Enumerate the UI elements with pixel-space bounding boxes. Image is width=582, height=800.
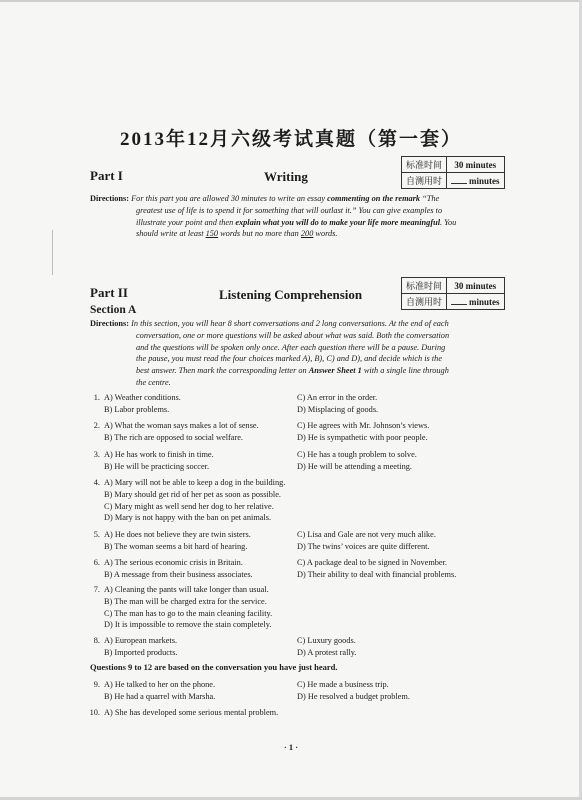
question-8: 8. A) European markets. C) Luxury goods. B) Imported products. D) A protest rally.: [93, 636, 357, 657]
option-a: A) Weather conditions.: [104, 393, 181, 402]
question-3: 3. A) He has work to finish in time. C) He has a tough problem to solve. B) He will be practicing soccer. D) He will be attending a meeting.: [93, 450, 417, 471]
option-d: D) He is sympathetic with poor people.: [297, 432, 428, 442]
option-d: D) Their ability to deal with financial problems.: [297, 569, 457, 579]
option-b: B) Mary should get rid of her pet as soon as possible.: [104, 489, 281, 499]
option-d: D) The twins’ voices are quite different.: [297, 541, 430, 551]
option-b: B) A message from their business associates.: [104, 569, 253, 579]
standard-time-value: 30 minutes: [447, 278, 505, 294]
option-c: C) He has a tough problem to solve.: [297, 450, 417, 459]
option-d: D) He will be attending a meeting.: [297, 461, 412, 471]
part1-name: Writing: [264, 169, 308, 184]
margin-mark: [52, 230, 53, 275]
question-2: 2. A) What the woman says makes a lot of sense. C) He agrees with Mr. Johnson’s views. B) The rich are opposed to social welfare. D) He is sympathetic with poor people.: [93, 421, 430, 442]
part1-directions: Directions: For this part you are allowed 30 minutes to write an essay commenting on the remark “The greatest use of life is to spend it for something that will outlast it.” You can give examples to illustrate your point and then explain what you will do to make your life more meaningful. You should write at least 150 words but no more than 200 words.: [90, 194, 457, 239]
option-b: B) The man will be charged extra for the service.: [104, 596, 267, 606]
part2-directions: Directions: In this section, you will hear 8 short conversations and 2 long conversations. At the end of each conversation, one or more questions will be asked about what was said. Both the conversation and the questions will be spoken only once. After each question there will be a pause. During the pause, you must read the four choices marked A), B), C) and D), and decide which is the best answer. Then mark the corresponding letter on Answer Sheet 1 with a single line through the centre.: [90, 319, 450, 387]
question-6: 6. A) The serious economic crisis in Britain. C) A package deal to be signed in November. B) A message from their business associates. D) Their ability to deal with financial problems.: [93, 558, 457, 579]
option-b: B) He will be practicing soccer.: [104, 461, 210, 471]
option-a: A) The serious economic crisis in Britain.: [104, 558, 243, 567]
option-a: A) European markets.: [104, 636, 178, 645]
self-time-field: minutes: [447, 294, 505, 310]
option-c: C) The man has to go to the main cleaning facility.: [104, 608, 273, 618]
question-7: 7. A) Cleaning the pants will take longer than usual. B) The man will be charged extra for the service. C) The man has to go to the main cleaning facility. D) It is impossible to remove the stain completely.: [93, 585, 273, 630]
section-a-heading: Section A: [90, 304, 137, 316]
page-number: · 1 ·: [283, 742, 299, 752]
option-d: D) Mary is not happy with the ban on pet animals.: [104, 513, 272, 523]
standard-time-label: 标准时间: [402, 157, 447, 173]
self-time-field: minutes: [447, 173, 505, 189]
scan-edge-top: [0, 0, 582, 2]
option-b: B) He had a quarrel with Marsha.: [104, 691, 216, 701]
question-5: 5. A) He does not believe they are twin sisters. C) Lisa and Gale are not very much alike. B) The woman seems a bit hard of hearing. D) The twins’ voices are quite different.: [93, 530, 436, 551]
option-c: C) He made a business trip.: [297, 680, 389, 689]
option-a: A) He does not believe they are twin sisters.: [104, 530, 251, 539]
option-d: D) It is impossible to remove the stain completely.: [104, 620, 272, 630]
part1-label: Part I: [90, 168, 123, 183]
question-1: 1. A) Weather conditions. C) An error in the order. B) Labor problems. D) Misplacing of goods.: [93, 393, 379, 414]
option-c: C) Mary might as well send her dog to her relative.: [104, 501, 274, 511]
option-c: C) He agrees with Mr. Johnson’s views.: [297, 421, 430, 430]
option-b: B) Labor problems.: [104, 404, 170, 414]
part2-time-box: [401, 277, 505, 310]
standard-time-label: 标准时间: [402, 278, 447, 294]
conversation-heading: Questions 9 to 12 are based on the conversation you have just heard.: [90, 662, 338, 672]
option-c: C) Luxury goods.: [297, 636, 356, 645]
page-title: 2013年12月六级考试真题（第一套）: [119, 129, 462, 150]
question-4: 4. A) Mary will not be able to keep a dog in the building. B) Mary should get rid of her pet as soon as possible. C) Mary might as well send her dog to her relative. D) Mary is not happy with the ban on pet animals.: [93, 478, 286, 523]
option-a: A) He has work to finish in time.: [104, 450, 214, 459]
question-9: 9. A) He talked to her on the phone. C) He made a business trip. B) He had a quarrel with Marsha. D) He resolved a budget problem.: [93, 680, 410, 701]
self-time-label: 自测用时: [402, 294, 447, 310]
option-b: B) The rich are opposed to social welfare.: [104, 432, 243, 442]
option-c: C) An error in the order.: [297, 393, 378, 402]
option-d: D) He resolved a budget problem.: [297, 691, 410, 701]
option-c: C) A package deal to be signed in November.: [297, 558, 447, 567]
option-d: D) Misplacing of goods.: [297, 404, 379, 414]
option-a: A) She has developed some serious mental problem.: [104, 708, 279, 717]
option-a: A) He talked to her on the phone.: [104, 680, 216, 689]
option-a: A) What the woman says makes a lot of sense.: [104, 421, 259, 430]
option-b: B) Imported products.: [104, 647, 178, 657]
option-d: D) A protest rally.: [297, 647, 357, 657]
option-b: B) The woman seems a bit hard of hearing.: [104, 541, 248, 551]
part1-time-box: [401, 156, 505, 189]
option-c: C) Lisa and Gale are not very much alike.: [297, 530, 436, 539]
part2-name: Listening Comprehension: [219, 287, 363, 302]
option-a: A) Mary will not be able to keep a dog in the building.: [104, 478, 286, 487]
standard-time-value: 30 minutes: [447, 157, 505, 173]
part2-label: Part II: [90, 285, 128, 300]
self-time-label: 自测用时: [402, 173, 447, 189]
question-10: 10. A) She has developed some serious mental problem.: [89, 708, 279, 717]
option-a: A) Cleaning the pants will take longer than usual.: [104, 585, 269, 594]
